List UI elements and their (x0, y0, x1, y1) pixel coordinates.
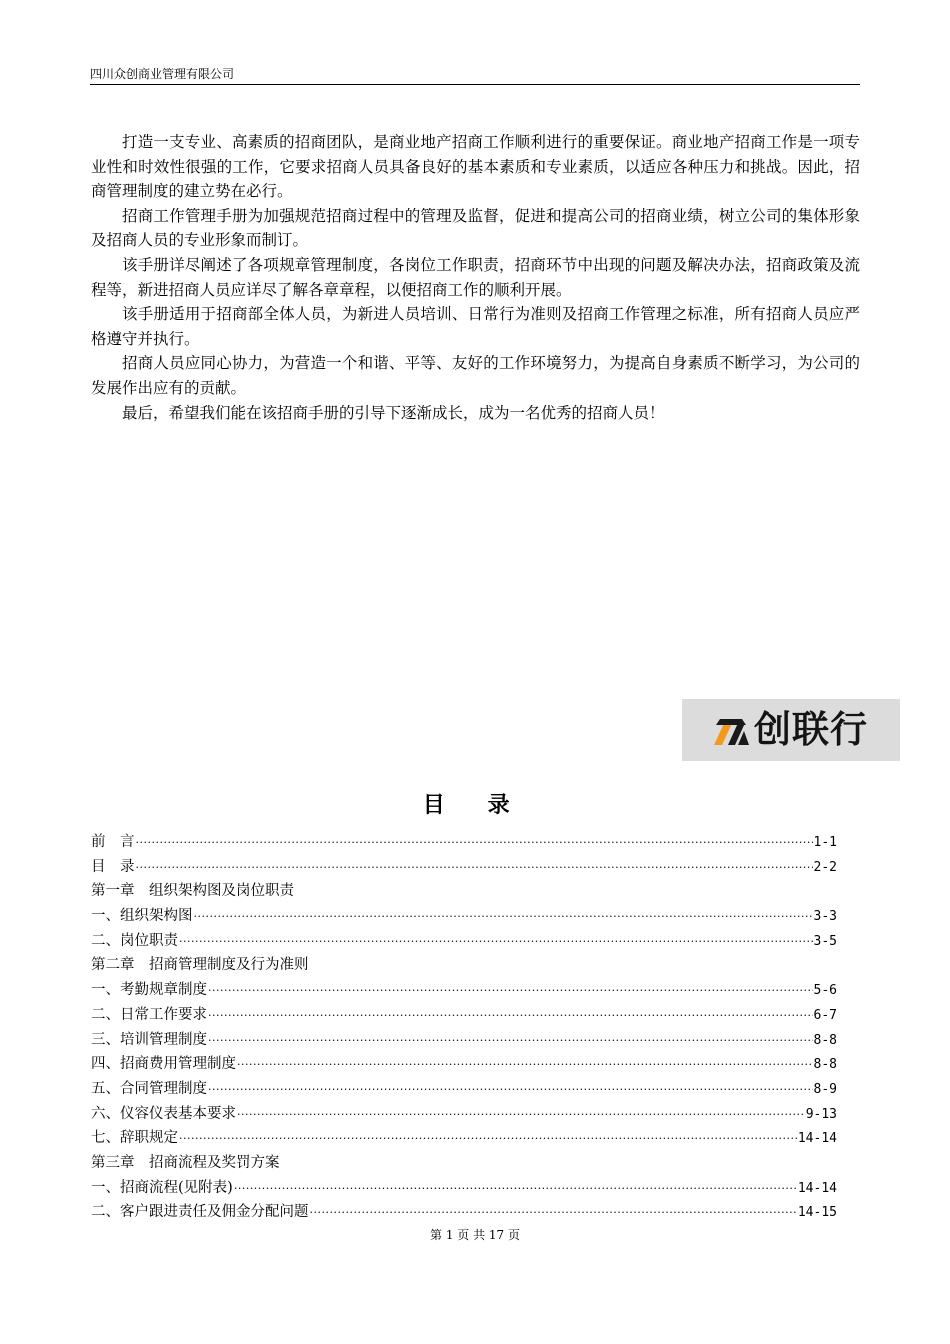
logo-mark-icon (712, 713, 750, 747)
toc-entry-page: 8-9 (813, 1081, 837, 1097)
toc-entry-page: 3-5 (813, 933, 837, 949)
toc-entry[interactable] (91, 929, 837, 954)
toc-entry-label: 目 录 (91, 858, 135, 875)
toc-leader-dots (136, 831, 813, 856)
toc-entry-label: 七、辞职规定 (91, 1130, 178, 1147)
toc-leader-dots (208, 1029, 813, 1054)
toc-entry-page: 2-2 (813, 859, 837, 875)
toc-leader-dots (208, 1004, 813, 1029)
toc-entry-label: 四、招商费用管理制度 (91, 1056, 236, 1073)
toc-entry[interactable] (91, 1003, 837, 1028)
intro-paragraph: 该手册适用于招商部全体人员，为新进人员培训、日常行为准则及招商工作管理之标准，所有招商人员应严格遵守并执行。 (91, 305, 860, 348)
toc-entry-label: 第三章 招商流程及奖罚方案 (91, 1154, 280, 1171)
toc-leader-dots (136, 856, 813, 881)
toc-entry[interactable] (91, 1102, 837, 1127)
toc-entry-label: 一、招商流程(见附表) (91, 1179, 233, 1196)
toc-entry[interactable] (91, 1200, 837, 1225)
logo-text: 创联行 (754, 708, 868, 751)
toc-entry-page: 8-8 (813, 1032, 837, 1048)
toc-entry-label: 第一章 组织架构图及岗位职责 (91, 883, 294, 900)
toc-entry-label: 第二章 招商管理制度及行为准则 (91, 957, 309, 974)
toc-entry-label: 二、客户跟进责任及佣金分配问题 (91, 1204, 309, 1221)
intro-text (91, 130, 860, 425)
toc-entry[interactable] (91, 855, 837, 880)
toc-entry-label: 二、日常工作要求 (91, 1006, 207, 1023)
toc-leader-dots (179, 930, 813, 955)
toc-entry-page: 14-15 (797, 1205, 837, 1221)
toc-chapter-heading[interactable] (91, 1151, 837, 1176)
table-of-contents (91, 830, 837, 1225)
intro-paragraph: 该手册详尽阐述了各项规章管理制度，各岗位工作职责，招商环节中出现的问题及解决办法，招商政策及流程等，新进招商人员应详尽了解各章章程，以便招商工作的顺利开展。 (91, 255, 860, 299)
toc-title: 目 录 (422, 792, 528, 818)
company-logo (682, 699, 900, 761)
toc-entry-page: 9-13 (805, 1106, 837, 1122)
toc-entry-label: 一、考勤规章制度 (91, 982, 207, 999)
toc-leader-dots (208, 1078, 813, 1103)
toc-leader-dots (194, 905, 813, 930)
toc-entry[interactable] (91, 1052, 837, 1077)
intro-paragraph: 打造一支专业、高素质的招商团队，是商业地产招商工作顺利进行的重要保证。商业地产招商工作是一项专业性和时效性很强的工作，它要求招商人员具备良好的基本素质和专业素质，以适应各种压力和挑战。因此，招商管理制度的建立势在必行。 (91, 133, 860, 201)
intro-paragraph: 最后，希望我们能在该招商手册的引导下逐渐成长，成为一名优秀的招商人员！ (122, 403, 665, 422)
toc-entry-page: 14-14 (797, 1180, 837, 1196)
toc-entry[interactable] (91, 1028, 837, 1053)
toc-entry-label: 前 言 (91, 834, 135, 850)
toc-entry[interactable] (91, 830, 837, 855)
toc-entry-page: 1-1 (813, 835, 837, 850)
toc-entry-label: 一、组织架构图 (91, 908, 193, 925)
toc-chapter-heading[interactable] (91, 953, 837, 978)
intro-paragraph: 招商工作管理手册为加强规范招商过程中的管理及监督，促进和提高公司的招商业绩，树立公司的集体形象及招商人员的专业形象而制订。 (91, 206, 860, 250)
toc-chapter-heading[interactable] (91, 879, 837, 904)
toc-entry-page: 5-6 (813, 983, 837, 999)
toc-entry-label: 五、合同管理制度 (91, 1080, 207, 1097)
toc-entry[interactable] (91, 1176, 837, 1201)
toc-entry[interactable] (91, 978, 837, 1003)
toc-entry[interactable] (91, 1126, 837, 1151)
toc-entry-label: 二、岗位职责 (91, 932, 178, 949)
company-name: 四川众创商业管理有限公司 (90, 67, 235, 81)
toc-leader-dots (237, 1053, 813, 1078)
toc-entry-page: 8-8 (813, 1057, 837, 1073)
toc-leader-dots (179, 1127, 797, 1152)
page-header (90, 66, 860, 85)
intro-paragraph: 招商人员应同心协力，为营造一个和谐、平等、友好的工作环境努力，为提高自身素质不断学习，为公司的发展作出应有的贡献。 (91, 354, 860, 397)
toc-entry[interactable] (91, 1077, 837, 1102)
toc-entry-page: 6-7 (813, 1007, 837, 1023)
toc-entry-label: 三、培训管理制度 (91, 1031, 207, 1048)
toc-leader-dots (310, 1201, 797, 1226)
toc-leader-dots (237, 1103, 805, 1128)
toc-leader-dots (234, 1177, 797, 1202)
page-footer: 第 1 页 共 17 页 (430, 1228, 520, 1242)
toc-entry-page: 3-3 (813, 909, 837, 925)
toc-entry-page: 14-14 (797, 1131, 837, 1147)
toc-leader-dots (208, 979, 813, 1004)
toc-entry[interactable] (91, 904, 837, 929)
toc-entry-label: 六、仪容仪表基本要求 (91, 1105, 236, 1122)
